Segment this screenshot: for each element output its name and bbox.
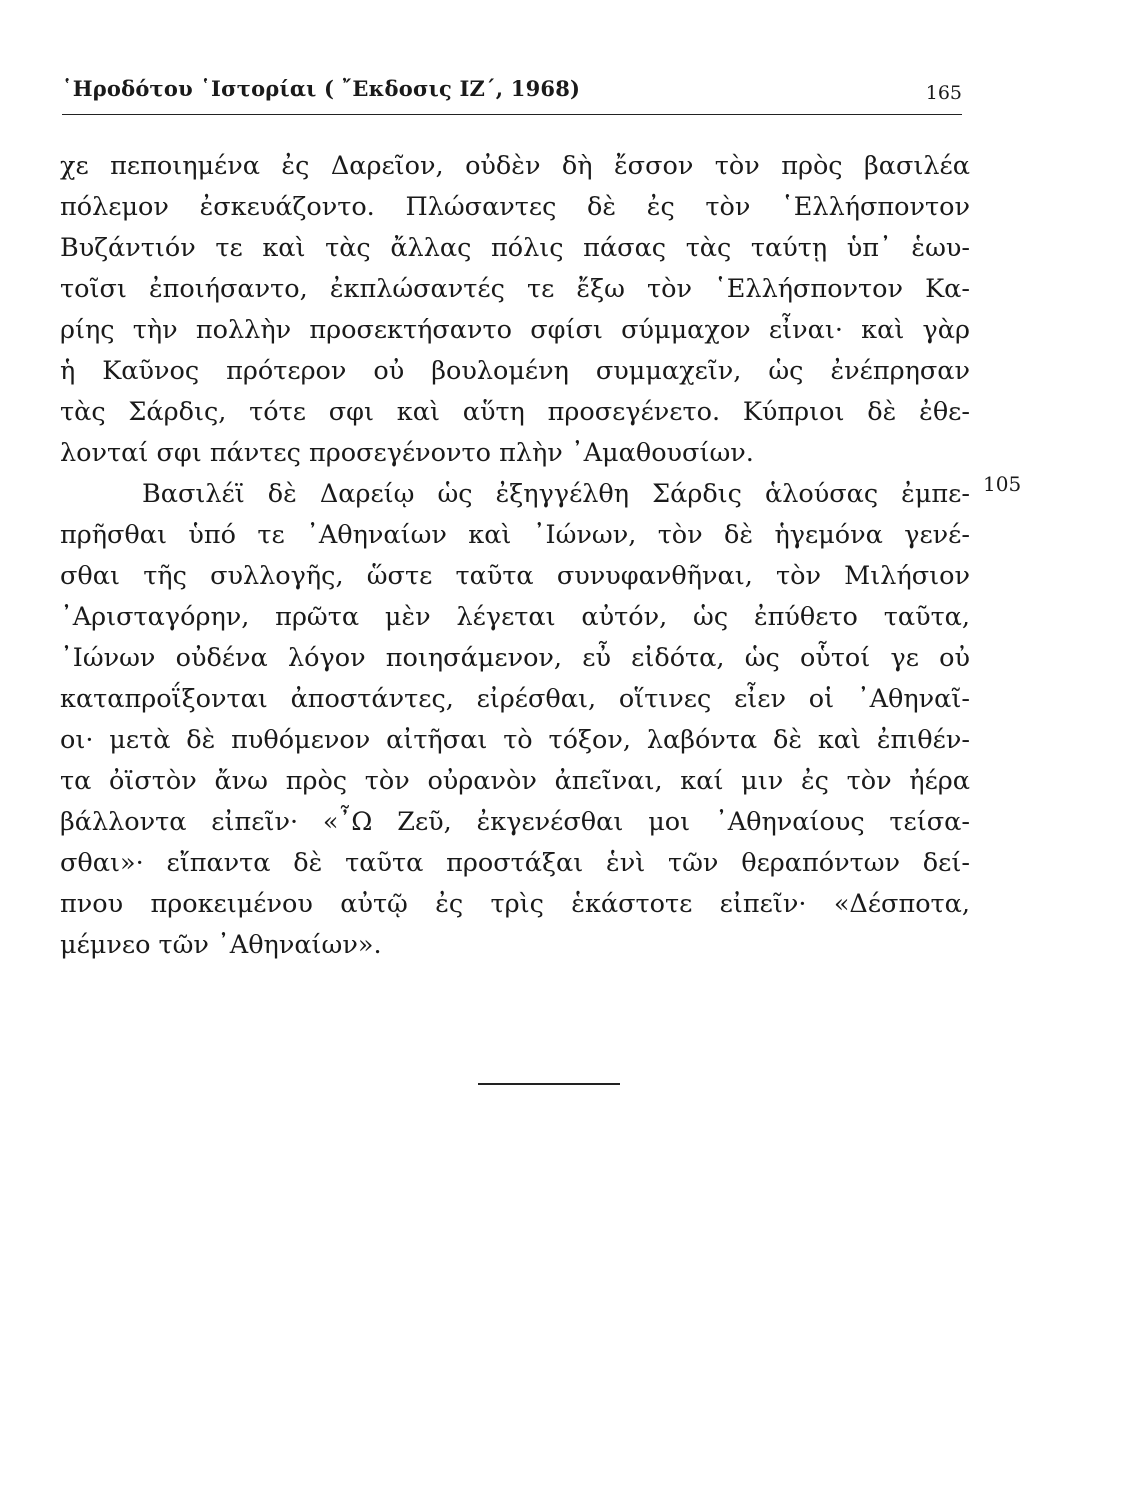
text-line: Βασιλέϊ δὲ Δαρείῳ ὡς ἐξηγγέλθη Σάρδις ἁλούσας ἐμπε- [142,479,970,509]
body-text [60,146,970,966]
text-line: βάλλοντα εἰπεῖν· «῏Ω Ζεῦ, ἐκγενέσθαι μοι ᾿Αθηναίους τείσα- [60,807,970,837]
end-rule [478,1083,620,1085]
text-line: ᾿Αρισταγόρην, πρῶτα μὲν λέγεται αὐτόν, ὡς ἐπύθετο ταῦτα, [60,602,970,632]
text-line: τὰς Σάρδις, τότε σφι καὶ αὕτη προσεγένετο. Κύπριοι δὲ ἐθε- [60,397,970,427]
page-header [62,76,962,106]
paragraph-2 [60,474,970,966]
text-line: καταπροΐξονται ἀποστάντες, εἰρέσθαι, οἵτινες εἶεν οἱ ᾿Αθηναῖ- [60,684,970,714]
text-line: σθαι τῆς συλλογῆς, ὥστε ταῦτα συνυφανθῆναι, τὸν Μιλήσιον [60,561,970,591]
text-line: ρίης τὴν πολλὴν προσεκτήσαντο σφίσι σύμμαχον εἶναι· καὶ γὰρ [60,315,970,345]
text-line: μέμνεο τῶν ᾿Αθηναίων». [60,930,382,960]
text-line: σθαι»· εἴπαντα δὲ ταῦτα προστάξαι ἑνὶ τῶν θεραπόντων δεί- [60,848,970,878]
text-line: χε πεποιημένα ἐς Δαρεῖον, οὐδὲν δὴ ἔσσον τὸν πρὸς βασιλέα [60,151,970,181]
text-line: ᾿Ιώνων οὐδένα λόγον ποιησάμενον, εὖ εἰδότα, ὡς οὗτοί γε οὐ [60,643,970,673]
text-line: λονταί σφι πάντες προσεγένοντο πλὴν ᾿Αμαθουσίων. [60,438,754,468]
text-line: τοῖσι ἐποιήσαντο, ἐκπλώσαντές τε ἔξω τὸν ῾Ελλήσποντον Κα- [60,274,970,304]
text-line: πνου προκειμένου αὐτῷ ἐς τρὶς ἑκάστοτε εἰπεῖν· «Δέσποτα, [60,889,970,919]
header-rule [62,114,962,115]
text-line: τα ὀϊστὸν ἄνω πρὸς τὸν οὐρανὸν ἀπεῖναι, καί μιν ἐς τὸν ἠέρα [60,766,970,796]
paragraph-1 [60,146,970,474]
margin-section-number: 105 [983,472,1022,496]
running-title: ῾Ηροδότου ῾Ιστορίαι ( ῎Εκδοσις ΙΖ΄, 1968) [62,76,581,101]
text-line: Βυζάντιόν τε καὶ τὰς ἄλλας πόλις πάσας τὰς ταύτῃ ὑπ᾿ ἑωυ- [60,233,970,263]
text-line: πόλεμον ἐσκευάζοντο. Πλώσαντες δὲ ἐς τὸν ῾Ελλήσποντον [60,192,970,222]
text-line: ἡ Καῦνος πρότερον οὐ βουλομένη συμμαχεῖν, ὡς ἐνέπρησαν [60,356,970,386]
text-line: πρῆσθαι ὑπό τε ᾿Αθηναίων καὶ ᾿Ιώνων, τὸν δὲ ἡγεμόνα γενέ- [60,520,970,550]
text-line: οι· μετὰ δὲ πυθόμενον αἰτῆσαι τὸ τόξον, λαβόντα δὲ καὶ ἐπιθέν- [60,725,970,755]
page-number: 165 [925,82,962,104]
